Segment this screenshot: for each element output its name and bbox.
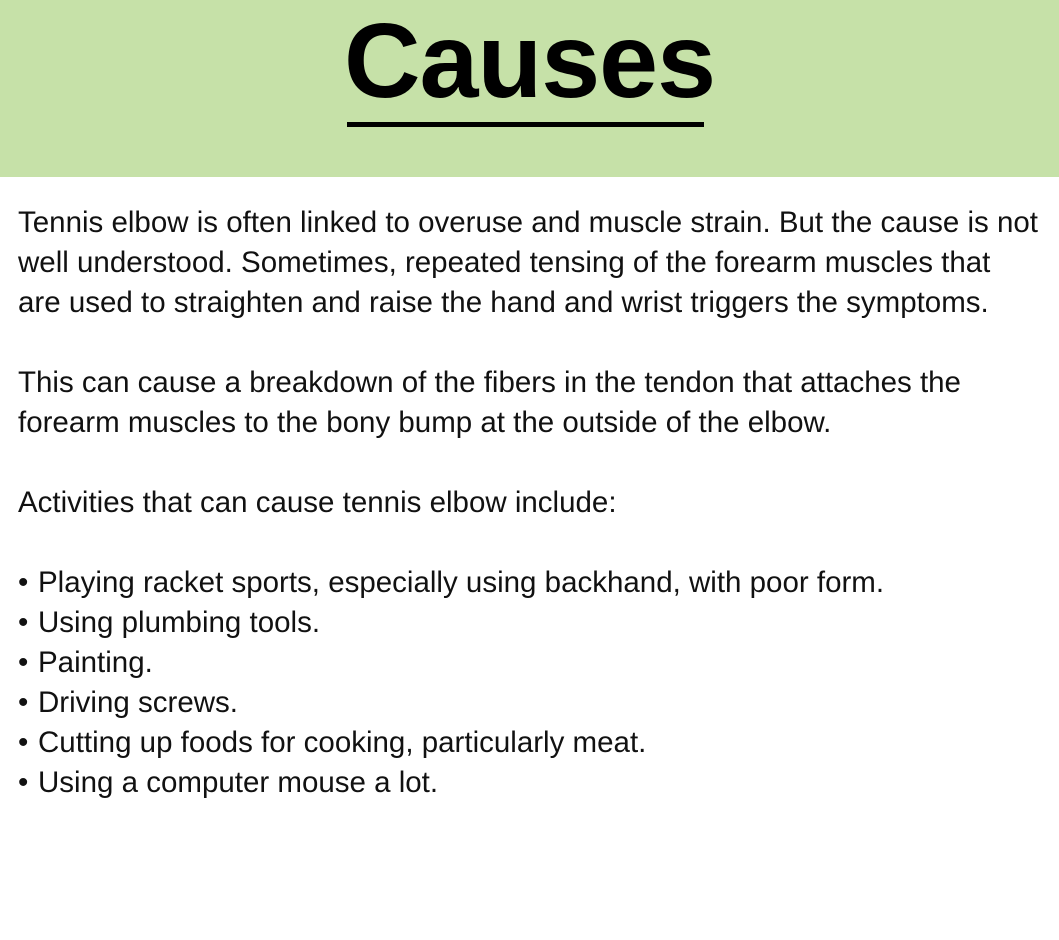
paragraph-tendon: This can cause a breakdown of the fibers in the tendon that attaches the forearm muscles to the bony bump at the outside of the elbow.	[18, 366, 961, 439]
activities-list	[18, 563, 1039, 803]
title-banner	[0, 0, 1059, 177]
bullet-icon: •	[18, 766, 29, 799]
list-item-text: Painting.	[38, 646, 153, 679]
list-item	[18, 603, 1039, 643]
body-content	[0, 177, 1059, 803]
paragraph-overview: Tennis elbow is often linked to overuse and muscle strain. But the cause is not well understood. Sometimes, repeated tensing of the forearm muscles that are used to straighten and raise the hand and wrist triggers the symptoms.	[18, 206, 1038, 319]
list-item	[18, 763, 1039, 803]
list-item	[18, 723, 1039, 763]
title-underline	[347, 122, 704, 127]
list-item-text: Playing racket sports, especially using backhand, with poor form.	[38, 566, 885, 599]
list-item-text: Driving screws.	[38, 686, 238, 719]
list-item	[18, 643, 1039, 683]
list-item-text: Using plumbing tools.	[38, 606, 321, 639]
bullet-icon: •	[18, 606, 29, 639]
page-title: Causes	[343, 2, 716, 120]
list-item	[18, 563, 1039, 603]
bullet-icon: •	[18, 726, 29, 759]
bullet-icon: •	[18, 686, 29, 719]
list-item-text: Using a computer mouse a lot.	[38, 766, 439, 799]
bullet-icon: •	[18, 646, 29, 679]
list-item	[18, 683, 1039, 723]
bullet-icon: •	[18, 566, 29, 599]
list-item-text: Cutting up foods for cooking, particularly meat.	[38, 726, 647, 759]
paragraph-activities-intro: Activities that can cause tennis elbow include:	[18, 486, 617, 519]
